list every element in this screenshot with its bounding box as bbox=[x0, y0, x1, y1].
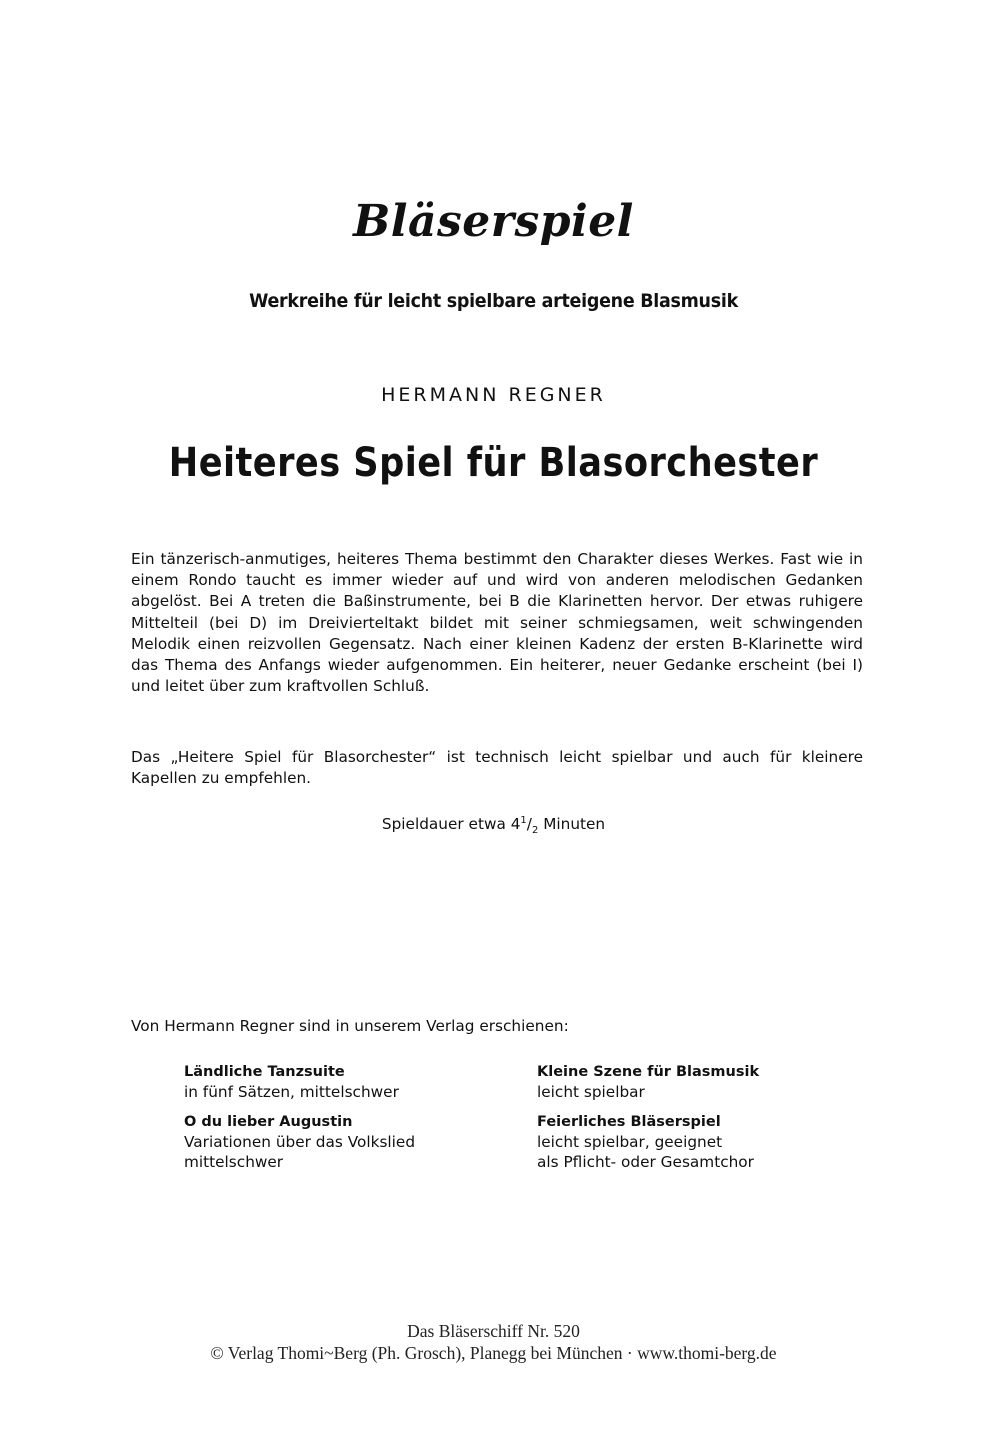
work-item-description: leicht spielbar, geeignet als Pflicht- oder Gesamtchor bbox=[537, 1133, 754, 1171]
work-item-title: Feierliches Bläserspiel bbox=[537, 1114, 721, 1130]
work-item-title: Kleine Szene für Blasmusik bbox=[537, 1064, 760, 1080]
other-works-intro: Von Hermann Regner sind in unserem Verlag erschienen: bbox=[131, 1017, 569, 1035]
work-item-title: O du lieber Augustin bbox=[184, 1114, 353, 1130]
series-title: Bläserspiel bbox=[353, 196, 634, 247]
work-item bbox=[537, 1062, 867, 1102]
composer-name: HERMANN REGNER bbox=[381, 384, 606, 406]
duration-suffix: Minuten bbox=[538, 815, 606, 834]
work-item bbox=[184, 1112, 514, 1172]
duration-fraction-numerator: 1 bbox=[520, 815, 527, 826]
other-works-left-column bbox=[184, 1062, 514, 1182]
recommendation-paragraph: Das „Heitere Spiel für Blasorchester“ ist technisch leicht spielbar und auch für kleinere Kapellen zu empfehlen. bbox=[131, 748, 863, 788]
work-item-description: leicht spielbar bbox=[537, 1083, 645, 1101]
work-item-title: Ländliche Tanzsuite bbox=[184, 1064, 345, 1080]
work-item bbox=[537, 1112, 867, 1172]
series-subtitle: Werkreihe für leicht spielbare arteigene Blasmusik bbox=[249, 290, 738, 312]
description-paragraph: Ein tänzerisch-anmutiges, heiteres Thema bestimmt den Charakter dieses Werkes. Fast wie in einem Rondo taucht es immer wieder auf und wird von anderen melodischen Gedanken abgelöst. Bei A treten die Baßinstrumente, bei B die Klarinetten hervor. Der etwas ruhigere Mittelteil (bei D) im Dreivierteltakt bildet mit seiner schmiegsamen, weit schwingenden Melodik einen reizvollen Gegensatz. Nach einer kleinen Kadenz der ersten B-Klarinette wird das Thema des Anfangs wieder aufgenommen. Ein heiterer, neuer Gedanke erscheint (bei I) und leitet über zum kraftvollen Schluß. bbox=[131, 550, 863, 696]
duration-fraction-denominator: 2 bbox=[531, 825, 539, 837]
work-item bbox=[184, 1062, 514, 1102]
footer-copyright: © Verlag Thomi~Berg (Ph. Grosch), Planegg bei München · www.thomi-berg.de bbox=[210, 1343, 777, 1363]
work-title: Heiteres Spiel für Blasorchester bbox=[168, 440, 819, 486]
work-item-description: in fünf Sätzen, mittelschwer bbox=[184, 1083, 399, 1101]
footer bbox=[0, 1320, 987, 1364]
duration-line: Spieldauer etwa $4^1/_2$ Minuten bbox=[381, 815, 606, 837]
other-works-right-column bbox=[537, 1062, 867, 1182]
duration-prefix: Spieldauer etwa 4 bbox=[381, 815, 521, 834]
footer-publication-number: Das Bläserschiff Nr. 520 bbox=[407, 1321, 580, 1341]
work-item-description: Variationen über das Volkslied mittelschwer bbox=[184, 1133, 416, 1171]
